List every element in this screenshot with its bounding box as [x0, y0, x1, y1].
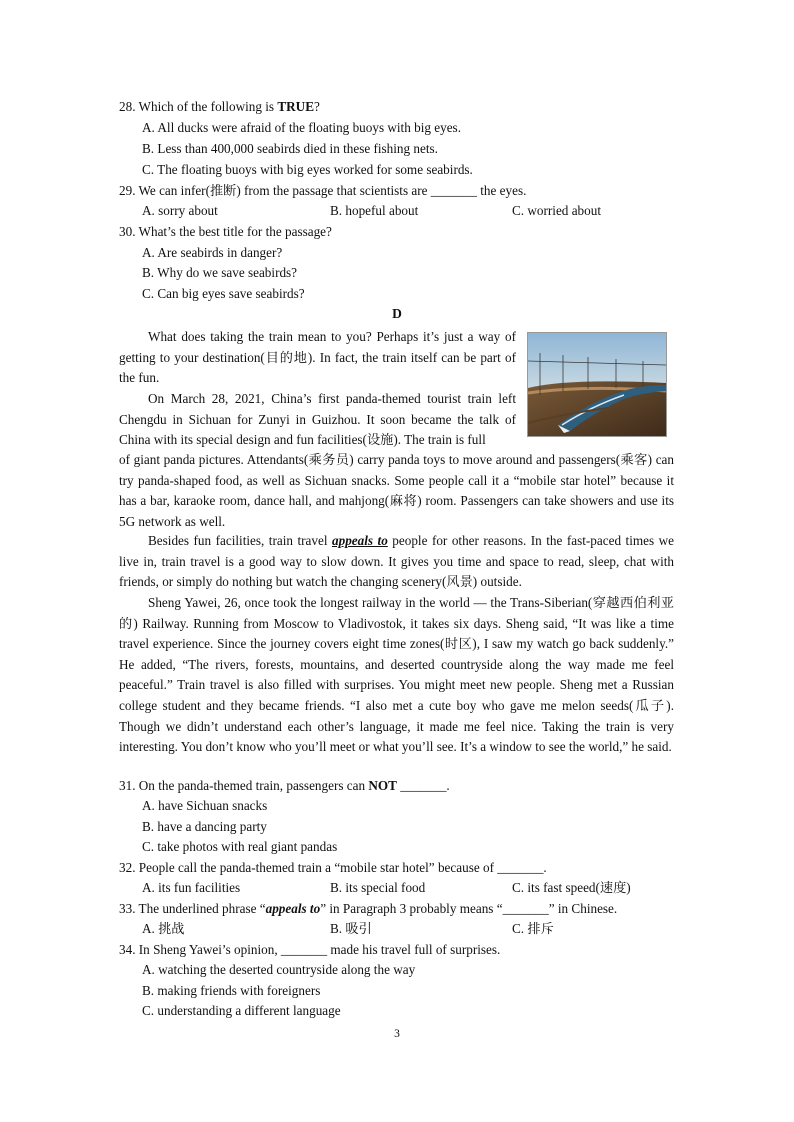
question-30-option-b: B. Why do we save seabirds?: [142, 265, 298, 280]
section-heading: D: [392, 306, 402, 321]
passage-paragraph-2-bottom: of giant panda pictures. Attendants(乘务员) carry panda toys to move around and passengers(乘客) can try panda-shaped food, as well as Sichuan snacks. Some people call it a “mobile star hotel” because it has a bar, karaoke room, dance hall, and mahjong(麻将) room. Passengers can take showers and use its 5G network as well.: [119, 452, 674, 529]
question-28-option-c: C. The floating buoys with big eyes worked for some seabirds.: [142, 162, 473, 177]
passage-paragraph-1: What does taking the train mean to you? Perhaps it’s just a way of getting to your destination(目的地). In fact, the train itself can be part of the fun.: [119, 329, 516, 386]
question-30-option-a: A. Are seabirds in danger?: [142, 245, 283, 260]
question-29-option-a: A. sorry about: [142, 203, 218, 218]
question-28-stem-text: 28. Which of the following is: [119, 99, 278, 114]
question-32-options: [142, 878, 682, 899]
passage-paragraph-3-start: Besides fun facilities, train travel: [148, 533, 332, 548]
train-photo-image: [528, 333, 666, 436]
question-32-option-b: B. its special food: [330, 880, 426, 895]
question-28-stem-end: ?: [314, 99, 320, 114]
question-34-option-a: A. watching the deserted countryside along the way: [142, 962, 416, 977]
question-32-option-c: C. its fast speed(速度): [512, 880, 631, 895]
question-29-option-c: C. worried about: [512, 203, 601, 218]
question-30-stem: 30. What’s the best title for the passage?: [119, 224, 332, 239]
question-31-stem-text: 31. On the panda-themed train, passengers can: [119, 778, 369, 793]
question-33-option-a: A. 挑战: [142, 921, 185, 936]
question-28-stem: [119, 97, 320, 118]
question-31-option-c: C. take photos with real giant pandas: [142, 839, 338, 854]
question-33-stem-end: ” in Paragraph 3 probably means “_______” in Chinese.: [320, 901, 618, 916]
question-32-option-a: A. its fun facilities: [142, 880, 241, 895]
question-31-option-b: B. have a dancing party: [142, 819, 267, 834]
passage-paragraph-3: [119, 531, 674, 593]
passage-paragraph-4: Sheng Yawei, 26, once took the longest railway in the world — the Trans-Siberian(穿越西伯利亚的) Railway. Running from Moscow to Vladivostok, it takes six days. Sheng said, “It was like a time travel experience. Since the journey covers eight time zones(时区), I saw my watch go back suddenly.” He added, “The rivers, forests, mountains, and deserted countryside along the way made me feel peaceful.” Train travel is also filled with surprises. You might meet new people. Sheng met a Russian college student and they became friends. “I also met a cute boy who gave me melon seeds(瓜子). Though we didn’t understand each other’s language, it made me feel nice. Taking the train is very interesting. You don’t know who you’ll meet or what you’ll see. It’s a window to see the world,” he said.: [119, 595, 674, 755]
question-28-option-b: B. Less than 400,000 seabirds died in these fishing nets.: [142, 141, 438, 156]
question-34-stem: 34. In Sheng Yawei’s opinion, _______ made his travel full of surprises.: [119, 942, 501, 957]
question-31-stem-end: _______.: [396, 778, 450, 793]
question-33-options: [142, 919, 682, 940]
question-31-option-a: A. have Sichuan snacks: [142, 798, 268, 813]
page-number: 3: [394, 1028, 400, 1040]
train-photo: [527, 332, 667, 437]
question-31-stem: [119, 776, 450, 797]
question-33-phrase: appeals to: [265, 901, 321, 916]
question-29-option-b: B. hopeful about: [330, 203, 419, 218]
question-29-options: [142, 201, 682, 222]
question-28-option-a: A. All ducks were afraid of the floating buoys with big eyes.: [142, 120, 461, 135]
question-34-option-c: C. understanding a different language: [142, 1003, 341, 1018]
question-33-option-c: C. 排斥: [512, 921, 554, 936]
question-33-stem: [119, 899, 617, 920]
passage-paragraph-2-top: On March 28, 2021, China’s first panda-themed tourist train left Chengdu in Sichuan for Zunyi in Guizhou. It soon became the talk of China with its special design and fun facilities(设施). The train is full: [119, 391, 516, 448]
question-32-stem: 32. People call the panda-themed train a “mobile star hotel” because of _______.: [119, 860, 547, 875]
question-28-emphasis: TRUE: [277, 99, 314, 114]
question-31-emphasis: NOT: [368, 778, 397, 793]
question-34-option-b: B. making friends with foreigners: [142, 983, 321, 998]
passage-paragraph-3-end: people for other reasons. In the fast-paced times we live in, train travel is a good way to slow down. It gives you time and space to read, sleep, chat with friends, or simply do nothing but watch the changing scenery(风景) outside.: [119, 533, 674, 590]
question-30-option-c: C. Can big eyes save seabirds?: [142, 286, 305, 301]
question-33-option-b: B. 吸引: [330, 921, 372, 936]
question-33-stem-text: 33. The underlined phrase “: [119, 901, 266, 916]
question-29-stem: 29. We can infer(推断) from the passage that scientists are _______ the eyes.: [119, 183, 527, 198]
underlined-phrase: appeals to: [332, 533, 388, 548]
